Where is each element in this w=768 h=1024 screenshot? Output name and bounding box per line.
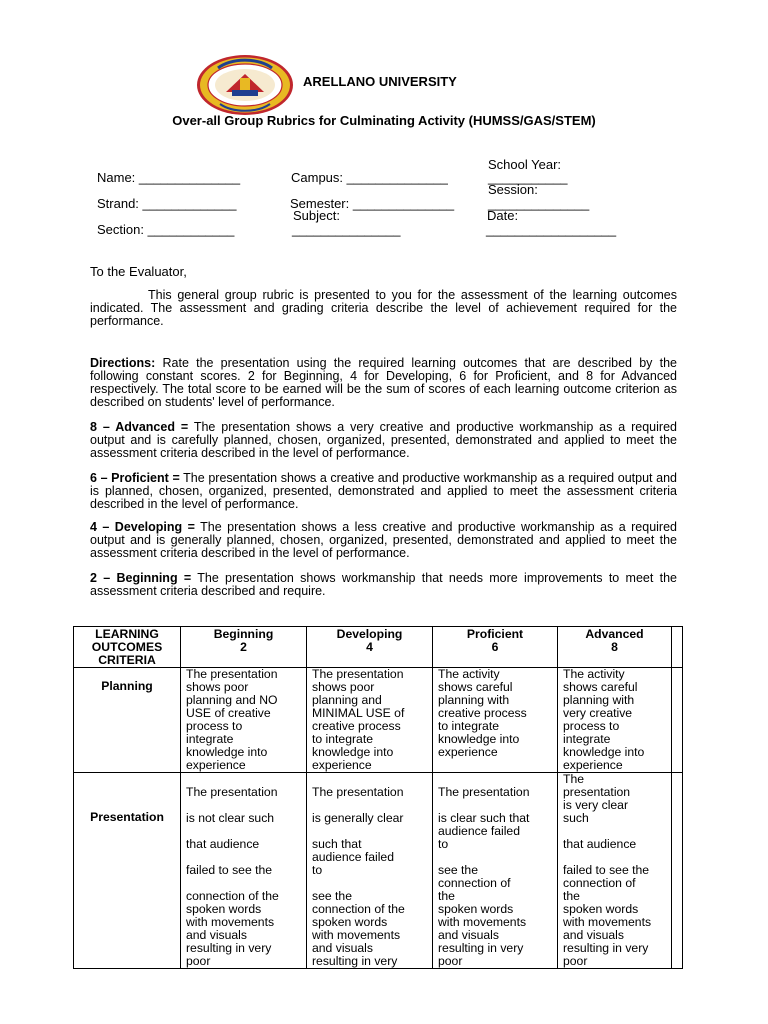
header-advanced: Advanced 8 xyxy=(558,627,672,668)
developing-cell: The presentation is generally clear such that audience failed to see the connection of the spoken words with movements and visuals resulting in very xyxy=(307,773,433,969)
document-title: Over-all Group Rubrics for Culminating Activity (HUMSS/GAS/STEM) xyxy=(172,113,596,128)
directions-paragraph xyxy=(90,357,677,409)
university-seal-logo xyxy=(196,54,294,116)
criterion-cell: Presentation xyxy=(74,773,181,969)
directions-label: Directions: xyxy=(90,356,156,370)
level-label: 6 – Proficient = xyxy=(90,471,180,485)
developing-cell: The presentation shows poor planning and MINIMAL USE of creative process to integrate knowledge into experience xyxy=(307,668,433,773)
salutation: To the Evaluator, xyxy=(90,264,187,279)
header-criteria: LEARNING OUTCOMES CRITERIA xyxy=(74,627,181,668)
beginning-cell: The presentation is not clear such that audience failed to see the connection of the spoken words with movements and visuals resulting in very poor xyxy=(181,773,307,969)
proficient-cell: The activity shows careful planning with creative process to integrate knowledge into experience xyxy=(433,668,558,773)
date-line: __________________ xyxy=(486,222,617,237)
rubric-table xyxy=(73,626,683,969)
level-label: 8 – Advanced = xyxy=(90,420,189,434)
level-label: 2 – Beginning = xyxy=(90,571,192,585)
subject-line: _______________ xyxy=(292,222,401,237)
advanced-cell: The activity shows careful planning with very creative process to integrate knowledge into experience xyxy=(558,668,672,773)
table-row xyxy=(74,668,683,773)
header-proficient: Proficient 6 xyxy=(433,627,558,668)
campus-field: Campus: ______________ xyxy=(291,170,448,185)
session-label: Session: xyxy=(488,182,538,197)
school-year-line: ___________ xyxy=(488,170,568,185)
header-beginning: Beginning 2 xyxy=(181,627,307,668)
level-text: The presentation shows a less creative and productive workmanship as a required output and is generally planned, chosen, organized, presented, demonstrated and applied to meet the assessment criteria described in the level of performance. xyxy=(90,520,677,560)
semester-field: Semester: ______________ xyxy=(290,196,455,211)
table-edge-cell xyxy=(672,668,683,773)
subject-label: Subject: xyxy=(293,208,340,223)
session-line: ______________ xyxy=(488,196,590,211)
level-proficient-paragraph xyxy=(90,472,677,511)
name-field: Name: ______________ xyxy=(97,170,241,185)
level-advanced-paragraph xyxy=(90,421,677,460)
criterion-cell: Planning xyxy=(74,668,181,773)
university-name: ARELLANO UNIVERSITY xyxy=(303,74,457,89)
table-edge-cell xyxy=(672,773,683,969)
beginning-cell: The presentation shows poor planning and NO USE of creative process to integrate knowledge into experience xyxy=(181,668,307,773)
level-developing-paragraph xyxy=(90,521,677,560)
level-text: The presentation shows a creative and productive workmanship as a required output and is planned, chosen, organized, presented, demonstrated and applied to meet the assessment criteria described in the level of performance. xyxy=(90,471,677,511)
intro-paragraph: This general group rubric is presented to you for the assessment of the learning outcomes indicated. The assessment and grading criteria describe the level of achievement required for the performance. xyxy=(90,288,677,328)
section-field: Section: ____________ xyxy=(97,222,235,237)
table-edge-column xyxy=(672,627,683,668)
level-text: The presentation shows workmanship that needs more improvements to meet the assessment criteria described and require. xyxy=(90,571,677,598)
directions-text: Rate the presentation using the required learning outcomes that are described by the following constant scores. 2 for Beginning, 4 for Developing, 6 for Proficient, and 8 for Advanced respectively. The total score to be earned will be the sum of scores of each learning outcome criterion as described on students' level of performance. xyxy=(90,356,677,409)
strand-field: Strand: _____________ xyxy=(97,196,237,211)
level-beginning-paragraph xyxy=(90,572,677,598)
level-text: The presentation shows a very creative and productive workmanship as a required output and is carefully planned, chosen, organized, presented, demonstrated and applied to meet the assessment criteria described in the level of performance. xyxy=(90,420,677,460)
header-developing: Developing 4 xyxy=(307,627,433,668)
table-header-row xyxy=(74,627,683,668)
school-year-label: School Year: xyxy=(488,157,562,172)
date-label: Date: xyxy=(487,208,519,223)
advanced-cell: The presentation is very clear such that audience failed to see the connection of the spoken words with movements and visuals resulting in very poor xyxy=(558,773,672,969)
table-row xyxy=(74,773,683,969)
level-label: 4 – Developing = xyxy=(90,520,195,534)
proficient-cell: The presentation is clear such that audience failed to see the connection of the spoken words with movements and visuals resulting in very poor xyxy=(433,773,558,969)
